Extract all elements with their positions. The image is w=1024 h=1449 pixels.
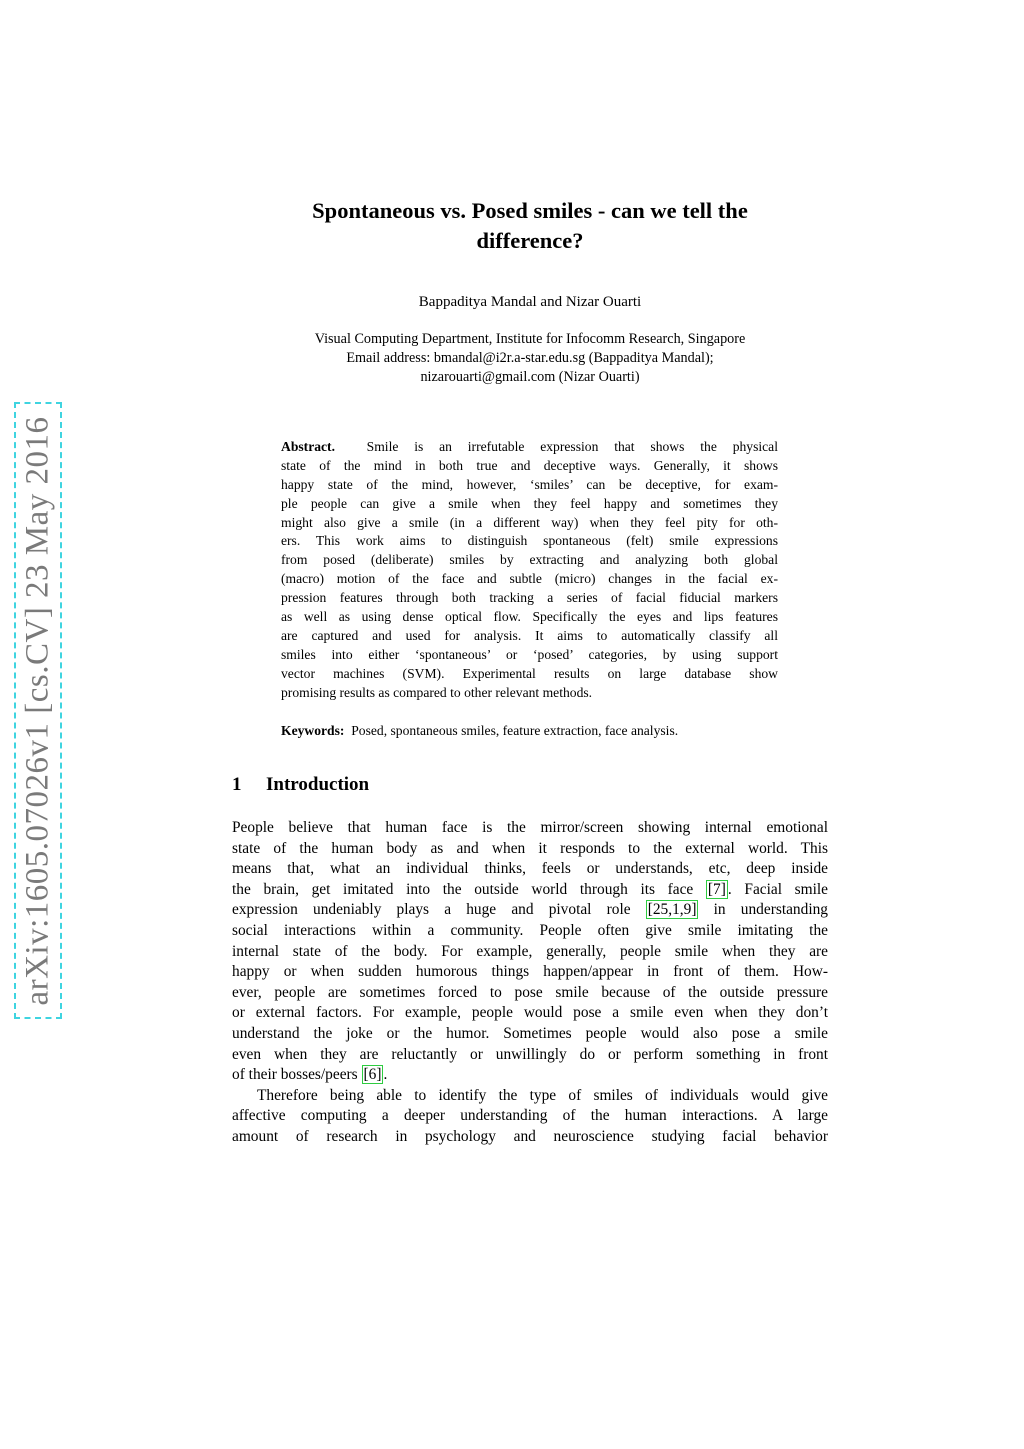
body-line	[232, 880, 828, 901]
citation-link[interactable]: [6]	[363, 1066, 382, 1084]
affiliation-block	[232, 330, 828, 387]
arxiv-side-stamp	[14, 402, 62, 1019]
abstract-line: (macro) motion of the face and subtle (micro) changes in the facial ex-	[281, 571, 778, 587]
abstract-line: might also give a smile (in a different way) when they feel pity for oth-	[281, 514, 778, 530]
body-text: of their bosses/peers	[232, 1066, 362, 1084]
email-line: nizarouarti@gmail.com (Nizar Ouarti)	[420, 369, 640, 385]
introduction-body	[232, 818, 828, 1148]
body-line: even when they are reluctantly or unwillingly do or perform something in front	[232, 1045, 828, 1063]
abstract-line: happy state of the mind, however, ‘smiles’ can be deceptive, for exam-	[281, 476, 778, 492]
abstract-text: Smile is an irrefutable expression that shows the physical	[366, 439, 778, 454]
section-title: Introduction	[266, 774, 370, 795]
body-text: in understanding	[698, 901, 828, 919]
body-text: . Facial smile	[727, 880, 828, 898]
body-line: Therefore being able to identify the type of smiles of individuals would give	[257, 1086, 828, 1104]
body-text: expression undeniably plays a huge and pivotal role	[232, 901, 646, 919]
body-line: ever, people are sometimes forced to pose smile because of the outside pressure	[232, 983, 828, 1001]
abstract-line: ple people can give a smile when they feel happy and sometimes they	[281, 495, 778, 511]
body-line: social interactions within a community. People often give smile imitating the	[232, 921, 828, 939]
body-line	[232, 1065, 828, 1086]
body-text: the brain, get imitated into the outside world through its face	[232, 880, 706, 898]
title-line: difference?	[476, 228, 584, 253]
email-line: Email address: bmandal@i2r.a-star.edu.sg (Bappaditya Mandal);	[346, 350, 714, 366]
abstract-line: from posed (deliberate) smiles by extracting and analyzing both global	[281, 552, 778, 568]
keywords	[281, 721, 778, 740]
abstract-line: are captured and used for analysis. It aims to automatically classify all	[281, 627, 778, 643]
abstract-line: pression features through both tracking a series of facial fiducial markers	[281, 590, 778, 606]
body-line: understand the joke or the humor. Sometimes people would also pose a smile	[232, 1024, 828, 1042]
abstract-line: smiles into either ‘spontaneous’ or ‘posed’ categories, by using support	[281, 646, 778, 662]
body-line: internal state of the body. For example, generally, people smile when they are	[232, 942, 828, 960]
title-line: Spontaneous vs. Posed smiles - can we tell the	[312, 198, 748, 223]
affiliation-line: Visual Computing Department, Institute for Infocomm Research, Singapore	[314, 331, 746, 347]
keywords-text: Posed, spontaneous smiles, feature extraction, face analysis.	[351, 723, 679, 738]
section-number: 1	[232, 774, 242, 795]
abstract-line: state of the mind in both true and deceptive ways. Generally, it shows	[281, 457, 778, 473]
author-list: Bappaditya Mandal and Nizar Ouarti	[418, 294, 642, 310]
body-line: affective computing a deeper understanding of the human interactions. A large	[232, 1107, 828, 1125]
body-text: .	[383, 1066, 388, 1084]
abstract-line: vector machines (SVM). Experimental results on large database show	[281, 665, 778, 681]
body-line	[232, 900, 828, 921]
section-heading	[232, 774, 369, 796]
abstract	[281, 438, 778, 702]
citation-link[interactable]: [7]	[707, 880, 726, 898]
arxiv-identifier[interactable]: arXiv:1605.07026v1 [cs.CV] 23 May 2016	[19, 415, 56, 1006]
abstract-label: Abstract.	[281, 439, 335, 454]
abstract-line: promising results as compared to other relevant methods.	[281, 684, 593, 700]
abstract-line: ers. This work aims to distinguish spontaneous (felt) smile expressions	[281, 533, 778, 549]
body-line: happy or when sudden humorous things happen/appear in front of them. How-	[232, 963, 828, 981]
body-line: People believe that human face is the mirror/screen showing internal emotional	[232, 819, 828, 836]
body-line: means that, what an individual thinks, feels or understands, etc, deep inside	[232, 860, 828, 878]
citation-link[interactable]: [25,1,9]	[647, 901, 697, 919]
body-line: state of the human body as and when it responds to the external world. This	[232, 839, 828, 857]
paper-title	[232, 196, 828, 256]
keywords-label: Keywords:	[281, 723, 345, 738]
abstract-line	[281, 438, 778, 457]
body-line: or external factors. For example, people would pose a smile even when they don’t	[232, 1004, 828, 1022]
body-line: amount of research in psychology and neuroscience studying facial behavior	[232, 1127, 828, 1145]
abstract-line: as well as using dense optical flow. Specifically the eyes and lips features	[281, 609, 778, 625]
